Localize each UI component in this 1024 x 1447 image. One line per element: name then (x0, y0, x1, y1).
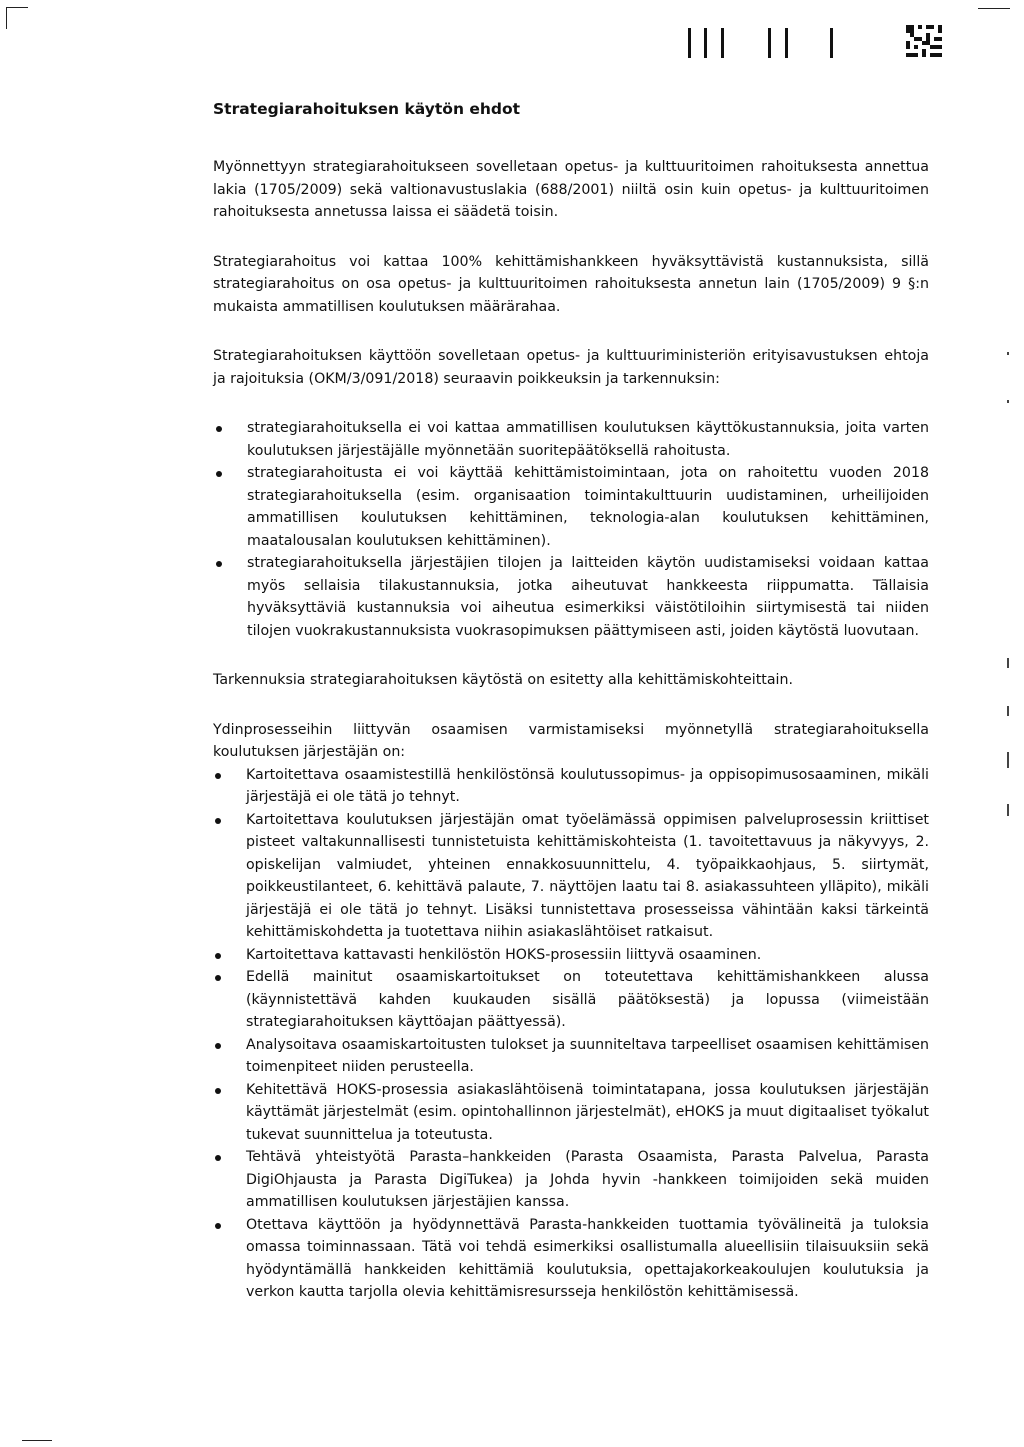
crop-mark-bottom-left (22, 1440, 52, 1441)
list-item: strategiarahoituksella järjestäjien tilojen ja laitteiden käytön uudistamiseksi voidaan kattaa myös sellaisia tilakustannuksia, jotka aiheutuvat hankkeesta riippumatta. Tällaisia hyväksyttäviä kustannuksia voi aiheutua esimerkiksi väistötiloihin siirtymisestä tai niiden tilojen vuokrakustannuksista vuokrasopimuksen päättymiseen asti, joiden käytöstä luovutaan. (213, 552, 929, 642)
paragraph-clarification: Tarkennuksia strategiarahoituksen käytöstä on esitetty alla kehittämiskohteittain. (213, 672, 793, 688)
paragraph-legal-basis: Myönnettyyn strategiarahoitukseen sovelletaan opetus- ja kulttuuritoimen rahoituksesta annettua lakia (1705/2009) sekä valtionavustuslakia (688/2001) niiltä osin kuin opetus- ja kulttuuritoimen rahoituksesta annetussa laissa ei säädetä toisin. (213, 159, 929, 220)
bullet-icon (215, 1155, 221, 1161)
list-item: Edellä mainitut osaamiskartoitukset on toteutettava kehittämishankkeen alussa (käynnistettävä kahden kuukauden sisällä päätöksestä) ja lopussa (viimeistään strategiarahoituksen käyttöajan päättyessä). (213, 966, 929, 1034)
bullet-icon (215, 1223, 221, 1229)
document-body (213, 100, 929, 1331)
list-item: Kartoitettava osaamistestillä henkilöstönsä koulutussopimus- ja oppisopimusosaaminen, mikäli järjestäjä ei ole tätä jo tehnyt. (213, 764, 929, 809)
section-heading: Strategiarahoituksen käytön ehdot (213, 100, 521, 118)
list-item: strategiarahoitusta ei voi käyttää kehittämistoimintaan, jota on rahoitettu vuoden 2018 strategiarahoituksella (esim. organisaation toimintakulttuurin uudistaminen, urheilijoiden ammatillisen koulutuksen kehittäminen, teknologia-alan koulutuksen kehittäminen, maatalousalan koulutuksen kehittäminen). (213, 462, 929, 552)
paragraph-exceptions-intro: Strategiarahoituksen käyttöön sovelletaan opetus- ja kulttuuriministeriön erityisavustuksen ehtoja ja rajoituksia (OKM/3/091/2018) seuraavin poikkeuksin ja tarkennuksin: (213, 348, 929, 387)
list-item: Analysoitava osaamiskartoitusten tulokset ja suunniteltava tarpeelliset osaamisen kehittämisen toimenpiteet niiden perusteella. (213, 1034, 929, 1079)
bullet-icon (215, 975, 221, 981)
paragraph-core-intro: Ydinprosesseihin liittyvän osaamisen varmistamiseksi myönnetyllä strategiarahoituksella koulutuksen järjestäjän on: (213, 721, 929, 760)
bullet-icon (215, 818, 221, 824)
crop-mark-top-right (978, 8, 1010, 9)
list-item: Tehtävä yhteistyötä Parasta–hankkeiden (Parasta Osaamista, Parasta Palvelua, Parasta DigiOhjausta ja Parasta DigiTukea) ja Johda hyvin -hankkeen toimijoiden sekä muiden ammatillisen koulutuksen järjestäjien kanssa. (213, 1146, 929, 1214)
qr-code-icon (906, 24, 942, 58)
bullet-icon (215, 1088, 221, 1094)
bullet-icon (215, 1043, 221, 1049)
list-item: Otettava käyttöön ja hyödynnettävä Parasta-hankkeiden tuottamia työvälineitä ja tuloksia omassa toiminnassaan. Tätä voi tehdä esimerkiksi osallistumalla alueellisiin tilaisuuksiin sekä hyödyntämällä hankkeiden kehittämiä koulutuksia, opettajakorkeakoulujen koulutuksia ja verkon kautta tarjolla olevia kehittämisresursseja henkilöstön kehittämisessä. (213, 1214, 929, 1304)
crop-mark-top-left (6, 7, 28, 8)
paragraph-funding-coverage: Strategiarahoitus voi kattaa 100% kehittämishankkeen hyväksyttävistä kustannuksista, sillä strategiarahoitus on osa opetus- ja kulttuuritoimen rahoituksesta annetun lain (1705/2009) 9 §:n mukaista ammatillisen koulutuksen määrärahaa. (213, 253, 929, 315)
bullet-icon (215, 773, 221, 779)
bullet-icon (215, 953, 221, 959)
bullet-icon (216, 471, 222, 477)
core-requirements-list (213, 764, 929, 1304)
barcode-marks (688, 28, 843, 58)
bullet-icon (216, 561, 222, 567)
list-item: strategiarahoituksella ei voi kattaa ammatillisen koulutuksen käyttökustannuksia, joita varten koulutuksen järjestäjälle myönnetään suoritepäätöksellä rahoitusta. (213, 417, 929, 462)
crop-mark-top-left-vertical (6, 7, 7, 29)
bullet-icon (216, 426, 222, 432)
scan-edge-marks (1003, 340, 1015, 840)
list-item: Kartoitettava kattavasti henkilöstön HOKS-prosessiin liittyvä osaaminen. (213, 944, 929, 967)
restrictions-list (213, 417, 929, 642)
list-item: Kehitettävä HOKS-prosessia asiakaslähtöisenä toimintatapana, jossa koulutuksen järjestäjän käyttämät järjestelmät (esim. opintohallinnon järjestelmät), eHOKS ja muut digitaaliset työkalut tukevat suunnittelua ja toteutusta. (213, 1079, 929, 1147)
list-item: Kartoitettava koulutuksen järjestäjän omat työelämässä oppimisen palveluprosessin kriittiset pisteet valtakunnallisesti tunnistetuista kehittämiskohteista (1. tavoitettavuus ja näkyvyys, 2. opiskelijan valmiudet, yhteinen ennakkosuunnittelu, 4. työpaikkaohjaus, 5. siirtymät, poikkeustilanteet, 6. kehittävä palaute, 7. näyttöjen laatu tai 8. asiakassuhteen ylläpito), mikäli järjestäjä ei ole tätä jo tehnyt. Lisäksi tunnistettava prosesseissa vähintään kaksi tärkeintä kehittämiskohdetta ja tuotettava niihin asiakaslähtöiset ratkaisut. (213, 809, 929, 944)
